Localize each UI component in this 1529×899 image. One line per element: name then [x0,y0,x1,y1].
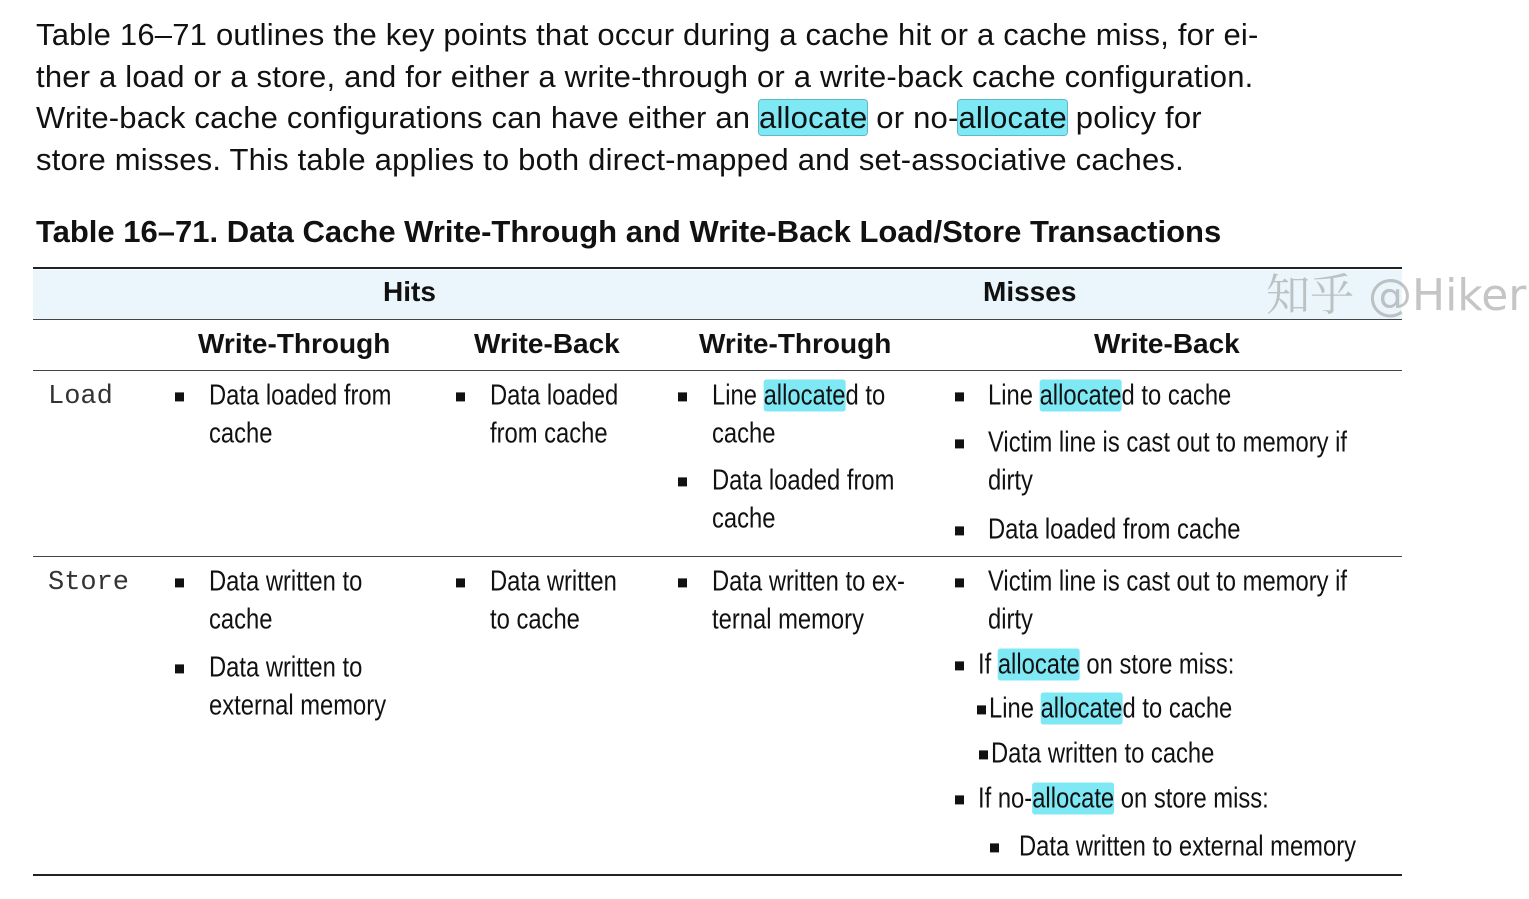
bullet-icon [175,578,184,587]
cell-text-line [712,465,894,498]
col-header-misses-write-through: Write-Through [699,328,892,359]
bullet-icon [678,392,687,401]
paragraph-line [36,139,1436,181]
cell-text-line [490,380,618,413]
text-segment: d to cache [1122,692,1233,725]
cell-text-line [712,604,864,637]
row-divider [33,556,1402,557]
bullet-icon [456,578,465,587]
text-segment: Data written to [209,651,363,684]
cell-text-line [490,604,580,637]
row-label-store: Store [48,568,130,598]
text-segment: cache [209,603,273,636]
text-segment: to cache [490,603,580,636]
cell-text-line [988,427,1347,460]
cell-text-line [490,566,617,599]
cell-text-line [209,418,272,451]
intro-paragraph [36,14,1436,180]
cell-text-line [209,380,391,413]
paragraph-line [36,56,1436,98]
bullet-icon [175,392,184,401]
bullet-icon [955,392,964,401]
text-segment: Data written to [209,565,363,598]
highlighted-term: allocate [759,100,868,135]
cell-text-line [988,380,1231,413]
cell-text-line [712,566,905,599]
highlighted-term: allocate [958,100,1067,135]
text-segment: Data loaded from [209,379,392,412]
highlighted-term: allocate [1032,782,1115,815]
text-segment: Line [988,379,1040,412]
text-segment: cache [712,502,776,535]
text-segment: Data loaded [490,379,619,412]
watermark: 知乎 @Hiker [1266,270,1527,321]
cell-text-line [712,380,885,413]
col-header-hits-write-through: Write-Through [198,328,391,359]
text-segment: If [978,648,998,681]
text-segment: Data written to ex- [712,565,905,598]
cell-text-line [1019,831,1356,864]
text-segment: Data loaded from cache [988,513,1241,546]
cell-text-line [991,738,1214,771]
cell-text-line [988,604,1033,637]
text-segment: from cache [490,417,608,450]
text-segment: on store miss: [1079,648,1235,681]
text-segment: ther a load or a store, and for either a write-through or a write-back cache configuration. [36,58,1254,94]
cell-text-line [209,604,272,637]
bullet-icon [456,392,465,401]
cell-text-line [209,566,362,599]
text-segment: policy for [1066,100,1202,135]
text-segment: Line [712,379,764,412]
table-bottom-rule [33,874,1402,876]
text-segment: or no- [867,100,959,135]
cell-text-line [988,465,1033,498]
text-segment: store misses. This table applies to both direct-mapped and set-associative caches. [36,141,1184,177]
cell-text-line [989,693,1232,726]
text-segment: cache [712,417,776,450]
text-segment: dirty [988,464,1033,497]
text-segment: cache [209,417,273,450]
text-segment: Table 16–71 outlines the key points that occur during a cache hit or a cache miss, for ei- [36,17,1259,52]
text-segment: Write-back cache configurations can have either an [36,100,760,135]
bullet-icon [955,526,964,535]
cell-text-line [712,418,775,451]
cell-text-line [978,783,1269,816]
highlighted-term: allocate [997,648,1080,681]
text-segment: If no- [978,782,1033,815]
col-header-hits-write-back: Write-Back [474,328,620,359]
header-divider [33,319,1402,320]
text-segment: Data written [490,565,617,598]
bullet-icon [955,795,964,804]
highlighted-term: allocate [763,379,846,412]
bullet-icon [955,439,964,448]
highlighted-term: allocate [1039,379,1122,412]
paragraph-line [36,14,1436,56]
header-bottom-rule [33,370,1402,371]
group-header-misses: Misses [983,276,1077,307]
bullet-icon [175,664,184,673]
table-top-rule [33,267,1402,269]
cell-text-line [490,418,608,451]
text-segment: Data loaded from [712,464,895,497]
cell-text-line [209,652,362,685]
text-segment: ternal memory [712,603,864,636]
paragraph-line [36,97,1436,139]
bullet-icon [955,578,964,587]
bullet-icon [979,750,988,759]
text-segment: on store miss: [1114,782,1269,815]
cell-text-line [712,503,775,536]
text-segment: Victim line is cast out to memory if [988,565,1348,598]
bullet-icon [678,477,687,486]
row-label-load: Load [48,382,113,412]
text-segment: d to [845,379,886,412]
text-segment: external memory [209,689,387,722]
cell-text-line [988,514,1240,547]
cell-text-line [988,566,1347,599]
table-title: Table 16–71. Data Cache Write-Through and Write-Back Load/Store Transactions [36,214,1222,249]
cell-text-line [978,649,1234,682]
text-segment: Victim line is cast out to memory if [988,426,1348,459]
bullet-icon [955,661,964,670]
cell-text-line [209,690,386,723]
text-segment: dirty [988,603,1033,636]
col-header-misses-write-back: Write-Back [1094,328,1240,359]
text-segment: d to cache [1121,379,1232,412]
bullet-icon [678,578,687,587]
bullet-icon [990,843,999,852]
group-header-hits: Hits [383,276,436,307]
group-header-row [33,270,1402,320]
bullet-icon [977,705,986,714]
text-segment: Line [989,692,1041,725]
text-segment: Data written to external memory [1019,830,1357,863]
text-segment: Data written to cache [991,737,1215,770]
highlighted-term: allocate [1040,692,1123,725]
